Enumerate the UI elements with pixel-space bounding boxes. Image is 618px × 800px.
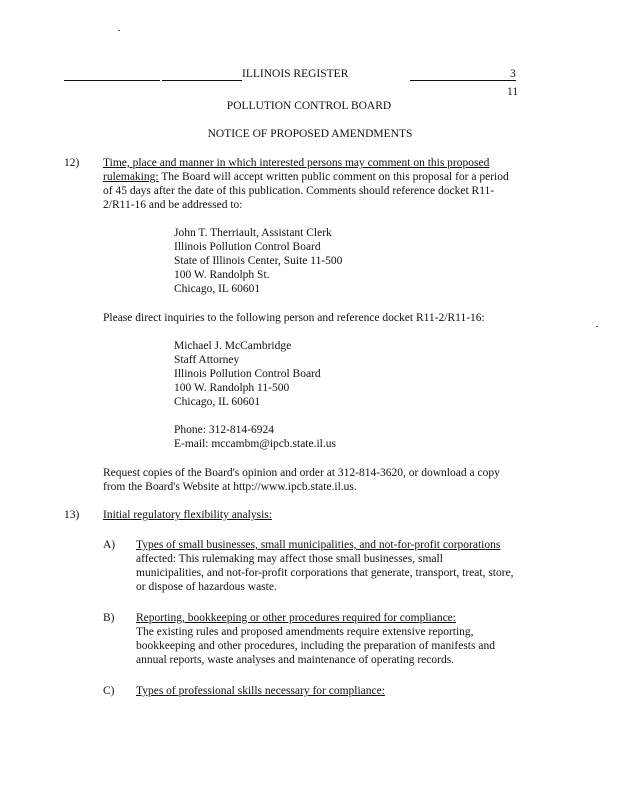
section-12-number: 12): [64, 157, 80, 169]
item-b-line: annual reports, waste analyses and maintenance of operating records.: [136, 654, 455, 666]
section-12-body-line1: The Board will accept written public comment on this proposal for a period: [158, 171, 509, 183]
address-line: 100 W. Randolph St.: [174, 269, 270, 281]
item-a-line: municipalities, and not-for-profit corporations that generate, transport, treat, store,: [136, 567, 514, 579]
copies-line: Request copies of the Board's opinion and order at 312-814-3620, or download a copy: [103, 467, 500, 479]
item-b-heading: Reporting, bookkeeping or other procedures required for compliance:: [136, 612, 456, 624]
scan-speck: [596, 326, 598, 327]
notice-title: NOTICE OF PROPOSED AMENDMENTS: [207, 128, 413, 140]
email-line: E-mail: mccambm@ipcb.state.il.us: [174, 438, 336, 450]
item-c-heading: Types of professional skills necessary for compliance:: [136, 685, 385, 697]
section-12-heading-line2: rulemaking:: [103, 171, 159, 183]
scan-speck: [118, 30, 120, 31]
page-number: 3: [510, 68, 516, 80]
item-a-letter: A): [103, 539, 116, 551]
item-c-letter: C): [103, 685, 115, 697]
attorney-address: [174, 339, 474, 409]
address-line: Illinois Pollution Control Board: [174, 368, 321, 380]
item-b-body: [136, 611, 556, 667]
item-b-line: bookkeeping and other procedures, including the preparation of manifests and: [136, 640, 495, 652]
item-a-heading: Types of small businesses, small municipalities, and not-for-profit corporations: [136, 539, 501, 551]
inquiries-text: Please direct inquiries to the following person and reference docket R11-2/R11-16:: [103, 312, 485, 324]
phone-line: Phone: 312-814-6924: [174, 424, 274, 436]
contact-info: [174, 423, 474, 451]
section-13-number: 13): [64, 509, 80, 521]
issue-marker: 11: [507, 86, 519, 98]
agency-title: POLLUTION CONTROL BOARD: [226, 100, 392, 112]
section-12-body-line2: of 45 days after the date of this publication. Comments should reference docket R11-: [103, 185, 495, 197]
address-line: Michael J. McCambridge: [174, 340, 292, 352]
section-12-body: [103, 156, 523, 212]
clerk-address: [174, 226, 474, 296]
copies-paragraph: [103, 466, 533, 494]
item-a-line: affected: This rulemaking may affect those small businesses, small: [136, 553, 443, 565]
address-line: 100 W. Randolph 11-500: [174, 382, 290, 394]
address-line: Chicago, IL 60601: [174, 396, 261, 408]
register-title: ILLINOIS REGISTER: [242, 68, 349, 80]
address-line: State of Illinois Center, Suite 11-500: [174, 255, 343, 267]
header-rule-left: [64, 80, 160, 81]
address-line: Staff Attorney: [174, 354, 240, 366]
section-13-heading: Initial regulatory flexibility analysis:: [103, 509, 272, 521]
item-a-body: [136, 538, 556, 594]
item-b-line: The existing rules and proposed amendments require extensive reporting,: [136, 626, 474, 638]
header-rule-right: [410, 80, 516, 81]
address-line: John T. Therriault, Assistant Clerk: [174, 227, 332, 239]
copies-line: from the Board's Website at http://www.ipcb.state.il.us.: [103, 481, 357, 493]
section-12-heading-line1: Time, place and manner in which interested persons may comment on this proposed: [103, 157, 490, 169]
item-a-line: or dispose of hazardous waste.: [136, 581, 277, 593]
header-rule-mid: [162, 80, 242, 81]
address-line: Chicago, IL 60601: [174, 283, 261, 295]
section-12-body-line3: 2/R11-16 and be addressed to:: [103, 199, 243, 211]
item-b-letter: B): [103, 612, 115, 624]
address-line: Illinois Pollution Control Board: [174, 241, 321, 253]
